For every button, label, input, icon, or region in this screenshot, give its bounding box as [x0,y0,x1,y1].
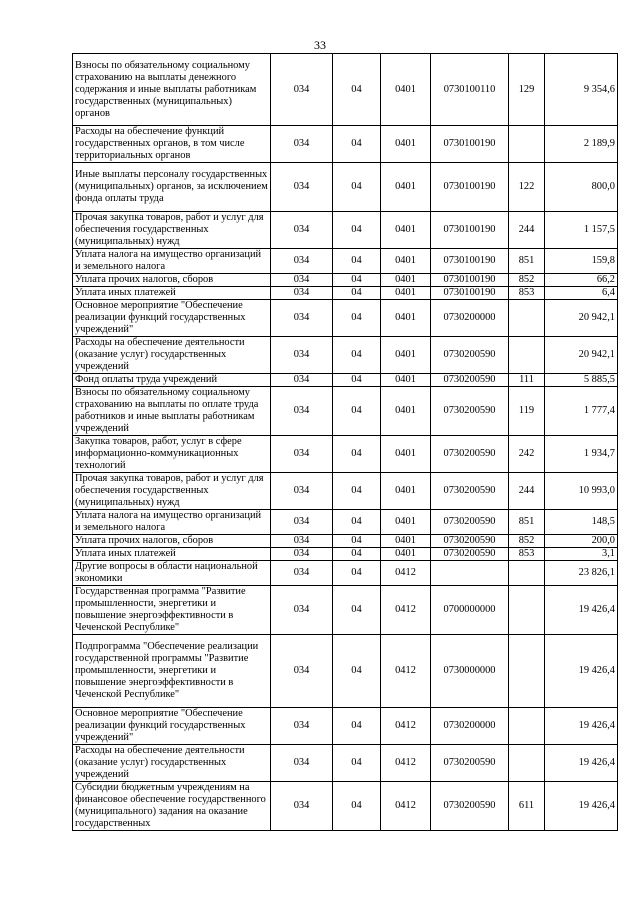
row-ministry: 034 [271,126,333,163]
row-ministry: 034 [271,745,333,782]
row-section: 04 [333,387,381,436]
row-amount: 148,5 [545,510,618,535]
row-type: 244 [509,212,545,249]
row-amount: 200,0 [545,535,618,548]
row-target: 0730100110 [431,54,509,126]
row-type [509,561,545,586]
row-ministry: 034 [271,473,333,510]
row-type: 129 [509,54,545,126]
table-row [73,287,618,300]
row-target: 0730100190 [431,212,509,249]
row-target: 0730200590 [431,548,509,561]
row-type: 853 [509,548,545,561]
row-target: 0730100190 [431,163,509,212]
row-target: 0730200590 [431,535,509,548]
row-ministry: 034 [271,374,333,387]
row-type [509,745,545,782]
row-target: 0730100190 [431,249,509,274]
row-ministry: 034 [271,300,333,337]
row-subsection: 0412 [381,782,431,831]
page-number: 33 [314,38,326,52]
row-amount: 1 934,7 [545,436,618,473]
row-name: Основное мероприятие "Обеспечение реализации функций государственных учреждений" [73,708,271,745]
row-section: 04 [333,337,381,374]
row-subsection: 0412 [381,635,431,708]
row-type [509,126,545,163]
row-name: Взносы по обязательному социальному страхованию на выплаты денежного содержания и иные выплаты работникам государственных (муниципальных) органов [73,54,271,126]
row-target: 0730200590 [431,337,509,374]
row-ministry: 034 [271,436,333,473]
table-row [73,300,618,337]
row-section: 04 [333,212,381,249]
row-ministry: 034 [271,561,333,586]
row-subsection: 0401 [381,473,431,510]
row-type: 111 [509,374,545,387]
row-ministry: 034 [271,163,333,212]
row-section: 04 [333,249,381,274]
row-section: 04 [333,374,381,387]
row-ministry: 034 [271,510,333,535]
row-amount: 1 157,5 [545,212,618,249]
row-amount: 19 426,4 [545,708,618,745]
row-subsection: 0401 [381,374,431,387]
row-name: Другие вопросы в области национальной экономики [73,561,271,586]
row-target: 0730100190 [431,126,509,163]
row-amount: 1 777,4 [545,387,618,436]
table-row [73,745,618,782]
row-target: 0730100190 [431,274,509,287]
row-ministry: 034 [271,287,333,300]
table-row [73,510,618,535]
row-name: Уплата прочих налогов, сборов [73,274,271,287]
row-section: 04 [333,708,381,745]
row-subsection: 0412 [381,586,431,635]
row-type: 244 [509,473,545,510]
row-subsection: 0401 [381,274,431,287]
budget-table [72,53,618,831]
row-amount: 20 942,1 [545,337,618,374]
row-target: 0730200590 [431,374,509,387]
row-name: Расходы на обеспечение деятельности (оказание услуг) государственных учреждений [73,337,271,374]
table-row [73,635,618,708]
row-ministry: 034 [271,337,333,374]
table-row [73,163,618,212]
row-name: Подпрограмма "Обеспечение реализации государственной программы "Развитие промышленности, энергетики и повышение энергоэффективности в Чеченской Республике" [73,635,271,708]
row-type: 611 [509,782,545,831]
row-amount: 3,1 [545,548,618,561]
row-name: Уплата прочих налогов, сборов [73,535,271,548]
row-target: 0730200590 [431,473,509,510]
row-ministry: 034 [271,249,333,274]
table-row [73,708,618,745]
row-ministry: 034 [271,708,333,745]
row-name: Уплата налога на имущество организаций и земельного налога [73,510,271,535]
row-section: 04 [333,745,381,782]
row-amount: 6,4 [545,287,618,300]
row-amount: 19 426,4 [545,745,618,782]
row-type: 851 [509,249,545,274]
row-type: 852 [509,535,545,548]
row-subsection: 0401 [381,548,431,561]
table-row [73,436,618,473]
row-section: 04 [333,126,381,163]
table-row [73,374,618,387]
row-subsection: 0401 [381,54,431,126]
row-amount: 66,2 [545,274,618,287]
row-amount: 2 189,9 [545,126,618,163]
row-amount: 23 826,1 [545,561,618,586]
row-subsection: 0401 [381,387,431,436]
table-row [73,274,618,287]
row-type: 853 [509,287,545,300]
row-type: 119 [509,387,545,436]
row-target: 0730200000 [431,708,509,745]
table-row [73,561,618,586]
row-name: Уплата налога на имущество организаций и земельного налога [73,249,271,274]
row-target: 0700000000 [431,586,509,635]
row-target: 0730200590 [431,436,509,473]
row-name: Субсидии бюджетным учреждениям на финансовое обеспечение государственного (муниципального) задания на оказание государственных [73,782,271,831]
table-row [73,782,618,831]
row-amount: 159,8 [545,249,618,274]
row-name: Уплата иных платежей [73,548,271,561]
table-row [73,473,618,510]
row-amount: 19 426,4 [545,635,618,708]
row-target: 0730200590 [431,745,509,782]
row-name: Взносы по обязательному социальному страхованию на выплаты по оплате труда работников и иные выплаты работникам учреждений [73,387,271,436]
row-target: 0730100190 [431,287,509,300]
table-row [73,54,618,126]
row-subsection: 0401 [381,249,431,274]
row-subsection: 0401 [381,535,431,548]
table-row [73,586,618,635]
row-type [509,708,545,745]
row-name: Основное мероприятие "Обеспечение реализации функций государственных учреждений" [73,300,271,337]
row-target: 0730200590 [431,782,509,831]
row-name: Фонд оплаты труда учреждений [73,374,271,387]
table-row [73,387,618,436]
row-name: Расходы на обеспечение функций государственных органов, в том числе территориальных органов [73,126,271,163]
row-section: 04 [333,535,381,548]
row-ministry: 034 [271,54,333,126]
row-name: Государственная программа "Развитие промышленности, энергетики и повышение энергоэффективности в Чеченской Республике" [73,586,271,635]
row-section: 04 [333,635,381,708]
row-subsection: 0401 [381,510,431,535]
table-row [73,212,618,249]
row-ministry: 034 [271,387,333,436]
row-name: Иные выплаты персоналу государственных (муниципальных) органов, за исключением фонда оплаты труда [73,163,271,212]
row-amount: 9 354,6 [545,54,618,126]
row-subsection: 0401 [381,212,431,249]
row-name: Прочая закупка товаров, работ и услуг для обеспечения государственных (муниципальных) нужд [73,212,271,249]
table-row [73,249,618,274]
table-row [73,535,618,548]
table-row [73,548,618,561]
row-section: 04 [333,782,381,831]
row-amount: 19 426,4 [545,782,618,831]
row-section: 04 [333,274,381,287]
row-name: Прочая закупка товаров, работ и услуг для обеспечения государственных (муниципальных) нужд [73,473,271,510]
row-subsection: 0401 [381,300,431,337]
row-section: 04 [333,548,381,561]
row-name: Уплата иных платежей [73,287,271,300]
row-name: Закупка товаров, работ, услуг в сфере информационно-коммуникационных технологий [73,436,271,473]
row-subsection: 0401 [381,163,431,212]
row-section: 04 [333,163,381,212]
row-target: 0730200590 [431,510,509,535]
row-target: 0730000000 [431,635,509,708]
row-type: 852 [509,274,545,287]
row-ministry: 034 [271,274,333,287]
row-ministry: 034 [271,586,333,635]
row-ministry: 034 [271,548,333,561]
row-amount: 800,0 [545,163,618,212]
row-subsection: 0401 [381,436,431,473]
row-section: 04 [333,54,381,126]
row-subsection: 0401 [381,337,431,374]
row-type [509,586,545,635]
row-ministry: 034 [271,782,333,831]
row-section: 04 [333,436,381,473]
row-type: 122 [509,163,545,212]
row-section: 04 [333,561,381,586]
row-type: 851 [509,510,545,535]
row-ministry: 034 [271,635,333,708]
row-amount: 5 885,5 [545,374,618,387]
row-section: 04 [333,473,381,510]
row-target [431,561,509,586]
row-ministry: 034 [271,212,333,249]
row-subsection: 0412 [381,561,431,586]
row-subsection: 0401 [381,287,431,300]
row-subsection: 0401 [381,126,431,163]
row-ministry: 034 [271,535,333,548]
row-target: 0730200590 [431,387,509,436]
row-subsection: 0412 [381,745,431,782]
row-type: 242 [509,436,545,473]
table-row [73,337,618,374]
row-subsection: 0412 [381,708,431,745]
row-amount: 19 426,4 [545,586,618,635]
row-name: Расходы на обеспечение деятельности (оказание услуг) государственных учреждений [73,745,271,782]
row-type [509,300,545,337]
row-section: 04 [333,510,381,535]
row-type [509,635,545,708]
row-section: 04 [333,300,381,337]
row-target: 0730200000 [431,300,509,337]
row-amount: 10 993,0 [545,473,618,510]
row-amount: 20 942,1 [545,300,618,337]
row-section: 04 [333,586,381,635]
table-row [73,126,618,163]
row-section: 04 [333,287,381,300]
row-type [509,337,545,374]
